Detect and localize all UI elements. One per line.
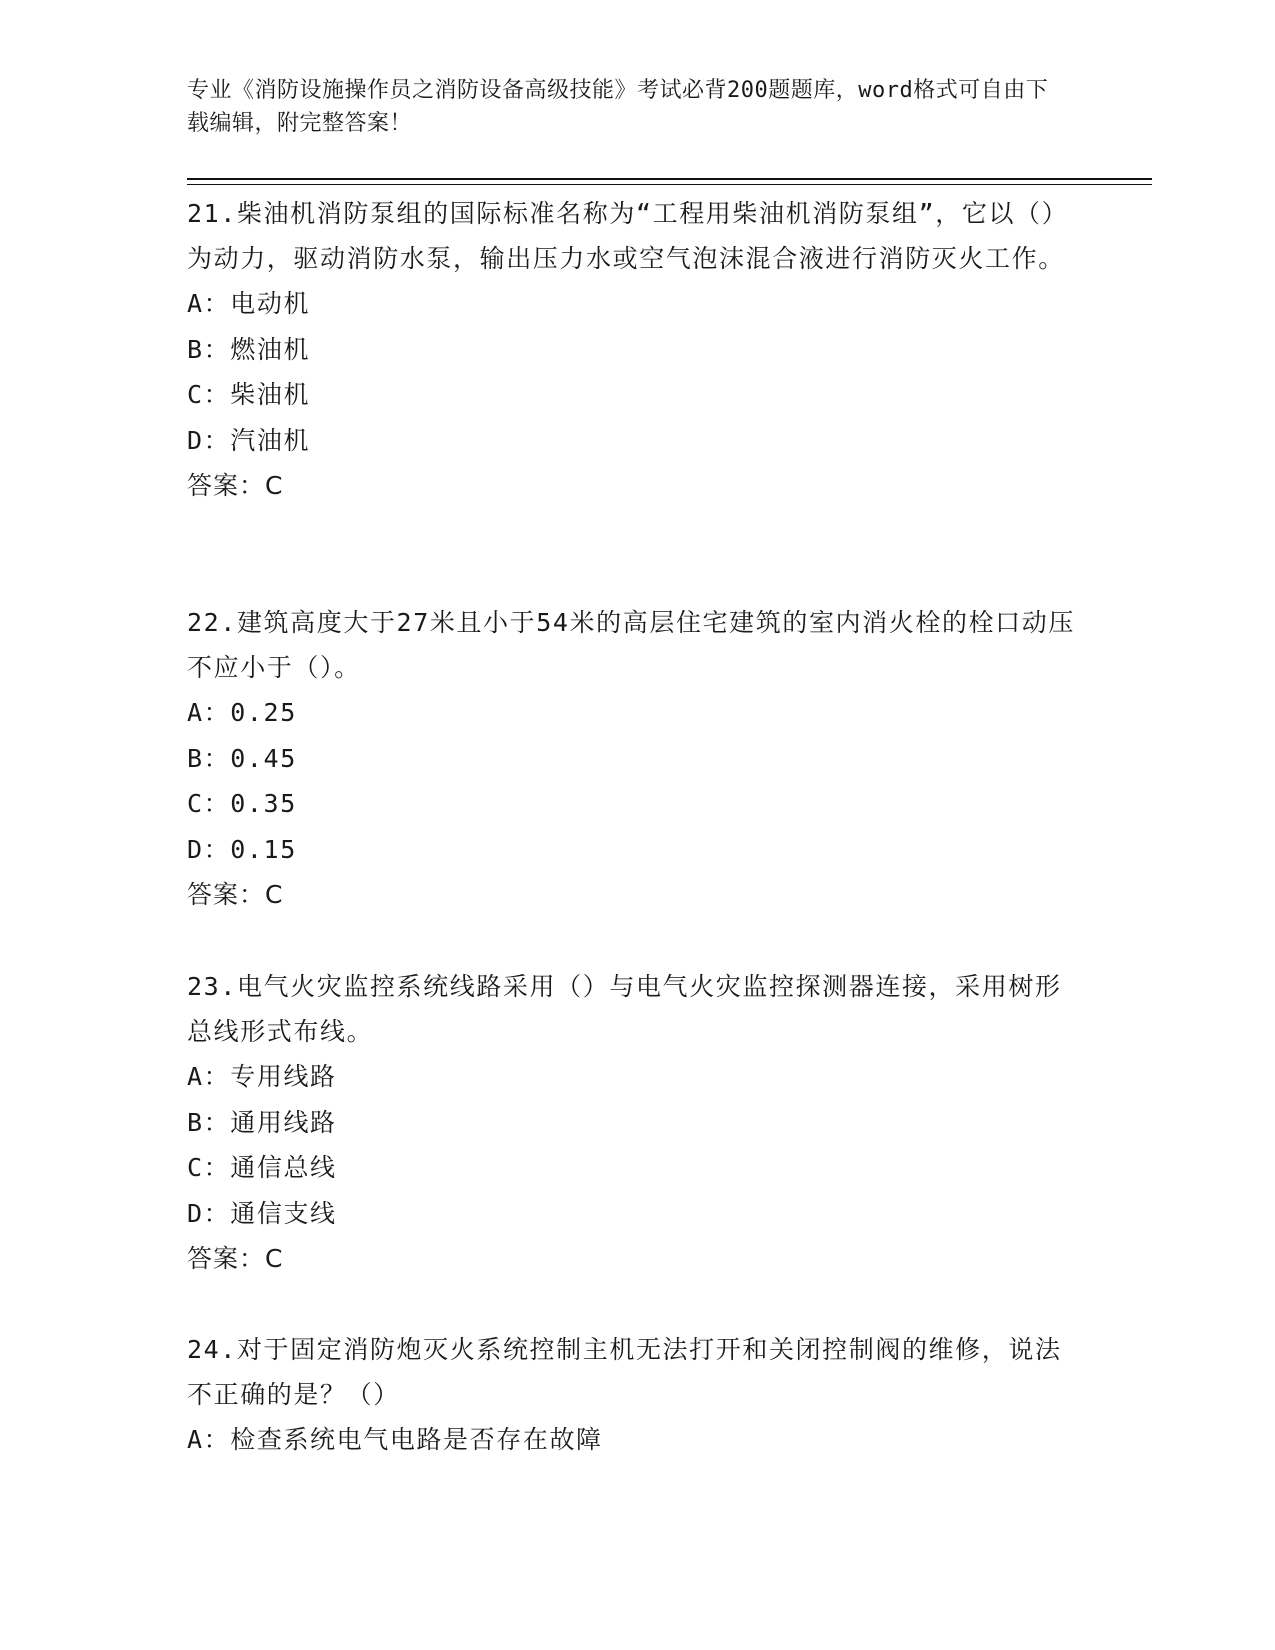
question-22 bbox=[187, 600, 1077, 917]
question-stem: 24.对于固定消防炮灭火系统控制主机无法打开和关闭控制阀的维修，说法不正确的是？（） bbox=[187, 1335, 1062, 1409]
option-d: D：汽油机 bbox=[187, 425, 311, 455]
answer-text: 答案：C bbox=[187, 880, 284, 909]
question-stem: 23.电气火灾监控系统线路采用（）与电气火灾监控探测器连接，采用树形总线形式布线。 bbox=[187, 972, 1062, 1046]
question-stem: 22.建筑高度大于27米且小于54米的高层住宅建筑的室内消火栓的栓口动压不应小于（）。 bbox=[187, 608, 1075, 682]
document-header-text: 专业《消防设施操作员之消防设备高级技能》考试必背200题题库，word格式可自由下载编辑，附完整答案！ bbox=[187, 78, 1049, 136]
option-a: A：0.25 bbox=[187, 698, 297, 727]
option-c: C：通信总线 bbox=[187, 1153, 337, 1182]
option-c: C：柴油机 bbox=[187, 380, 311, 409]
question-21 bbox=[187, 191, 1077, 508]
answer-text: 答案：C bbox=[187, 1244, 284, 1273]
option-d: D：0.15 bbox=[187, 834, 297, 864]
answer-text: 答案：C bbox=[187, 471, 284, 500]
option-c: C：0.35 bbox=[187, 789, 297, 818]
option-d: D：通信支线 bbox=[187, 1198, 337, 1228]
option-b: B：通用线路 bbox=[187, 1107, 337, 1137]
option-a: A：专用线路 bbox=[187, 1062, 337, 1091]
question-stem: 21.柴油机消防泵组的国际标准名称为“工程用柴油机消防泵组”，它以（）为动力，驱动消防水泵，输出压力水或空气泡沫混合液进行消防灭火工作。 bbox=[187, 199, 1069, 273]
header-divider-thin bbox=[187, 184, 1152, 185]
header-divider-thick bbox=[187, 178, 1152, 180]
option-a: A：电动机 bbox=[187, 289, 311, 318]
option-a: A：检查系统电气电路是否存在故障 bbox=[187, 1425, 603, 1454]
option-b: B：燃油机 bbox=[187, 334, 311, 364]
option-b: B：0.45 bbox=[187, 743, 297, 773]
question-24 bbox=[187, 1327, 1077, 1463]
question-23 bbox=[187, 964, 1077, 1281]
